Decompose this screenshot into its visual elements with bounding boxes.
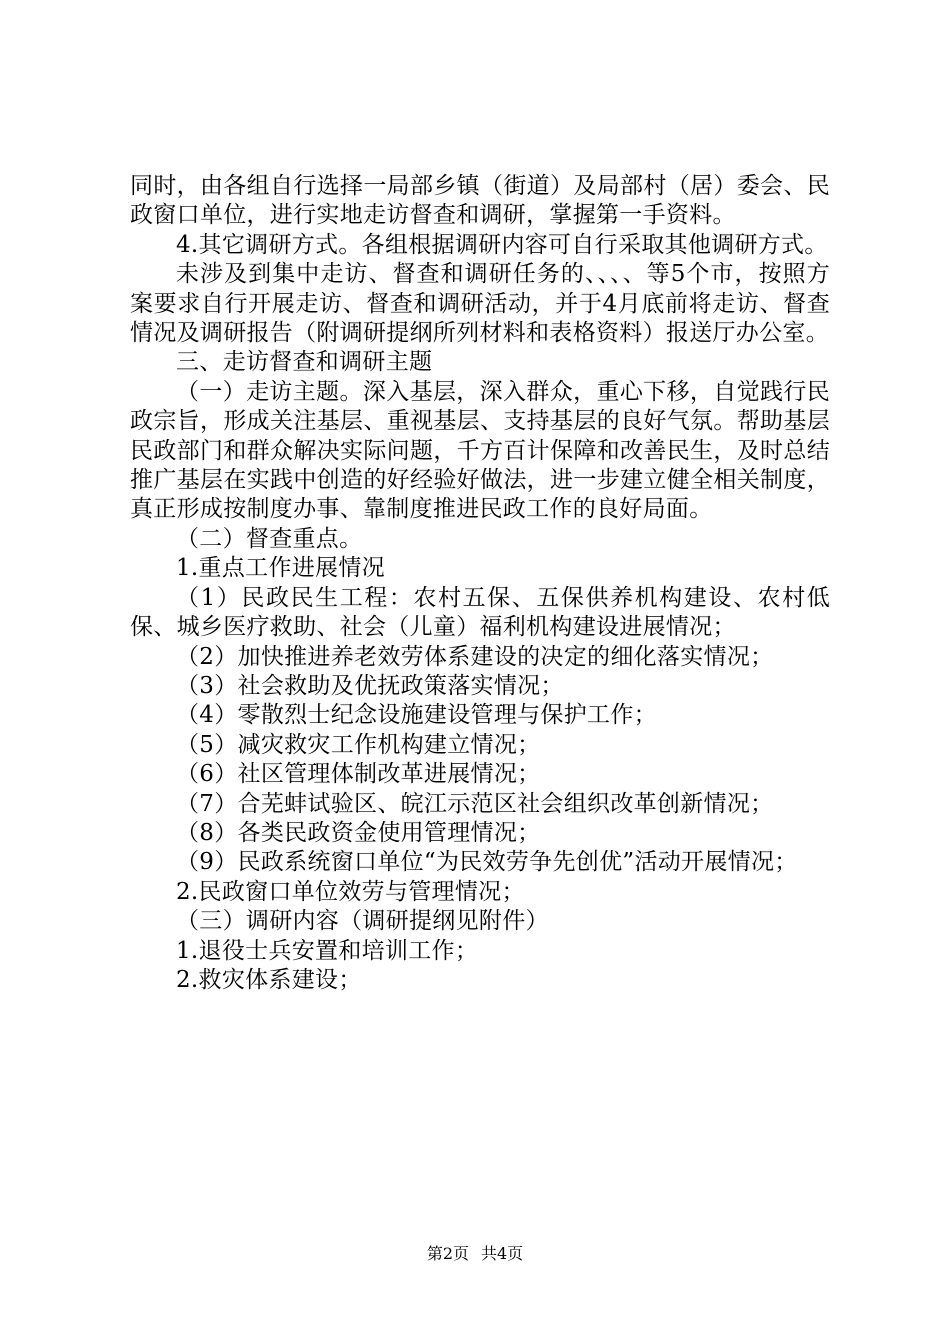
page-number: 第2页 (426, 1244, 469, 1263)
list-item-1: （1）民政民生工程：农村五保、五保供养机构建设、农村低保、城乡医疗救助、社会（儿童）福利机构建设进展情况； (130, 584, 830, 641)
research-item-1: 1.退役士兵安置和培训工作； (176, 937, 479, 964)
list-item-7: （7）合芜蚌试验区、皖江示范区社会组织改革创新情况； (176, 790, 774, 817)
list-item-5: （5）减灾救灾工作机构建立情况； (176, 731, 541, 758)
list-item-4: （4）零散烈士纪念设施建设管理与保护工作； (176, 702, 657, 729)
list-item-9: （9）民政系统窗口单位“为民效劳争先创优”活动开展情况； (176, 849, 798, 876)
document-body (130, 172, 830, 995)
list-item-8: （8）各类民政资金使用管理情况； (176, 819, 541, 846)
total-pages: 共4页 (481, 1244, 524, 1263)
paragraph-other-methods: 4.其它调研方式。各组根据调研内容可自行采取其他调研方式。 (176, 231, 828, 258)
list-heading-key-work: 1.重点工作进展情况 (176, 555, 385, 582)
research-item-2: 2.救灾体系建设； (176, 966, 362, 993)
section-heading-three: 三、走访督查和调研主题 (176, 349, 433, 376)
paragraph-continuation: 同时，由各组自行选择一局部乡镇（街道）及局部村（居）委会、民政窗口单位，进行实地走访督查和调研，掌握第一手资料。 (130, 173, 830, 229)
subheading-inspection-focus: （二）督查重点。 (176, 525, 363, 552)
page-footer (0, 1244, 950, 1264)
list-item-6: （6）社区管理体制改革进展情况； (176, 761, 541, 788)
paragraph-visit-theme: （一）走访主题。深入基层，深入群众，重心下移，自觉践行民政宗旨，形成关注基层、重视基层、支持基层的良好气氛。帮助基层民政部门和群众解决实际问题，千方百计保障和改善民生，及时总结推广基层在实践中创造的好经验好做法，进一步建立健全相关制度，真正形成按制度办事、靠制度推进民政工作的良好局面。 (130, 378, 830, 523)
paragraph-five-cities: 未涉及到集中走访、督查和调研任务的、、、、等5个市，按照方案要求自行开展走访、督查和调研活动，并于4月底前将走访、督查情况及调研报告（附调研提纲所列材料和表格资料）报送厅办公室。 (130, 261, 830, 347)
subheading-research-content: （三）调研内容（调研提纲见附件） (176, 908, 549, 935)
list-item-3: （3）社会救助及优抚政策落实情况； (176, 672, 564, 699)
list-item-2: （2）加快推进养老效劳体系建设的决定的细化落实情况； (176, 643, 774, 670)
list-heading-window-units: 2.民政窗口单位效劳与管理情况； (176, 878, 525, 905)
